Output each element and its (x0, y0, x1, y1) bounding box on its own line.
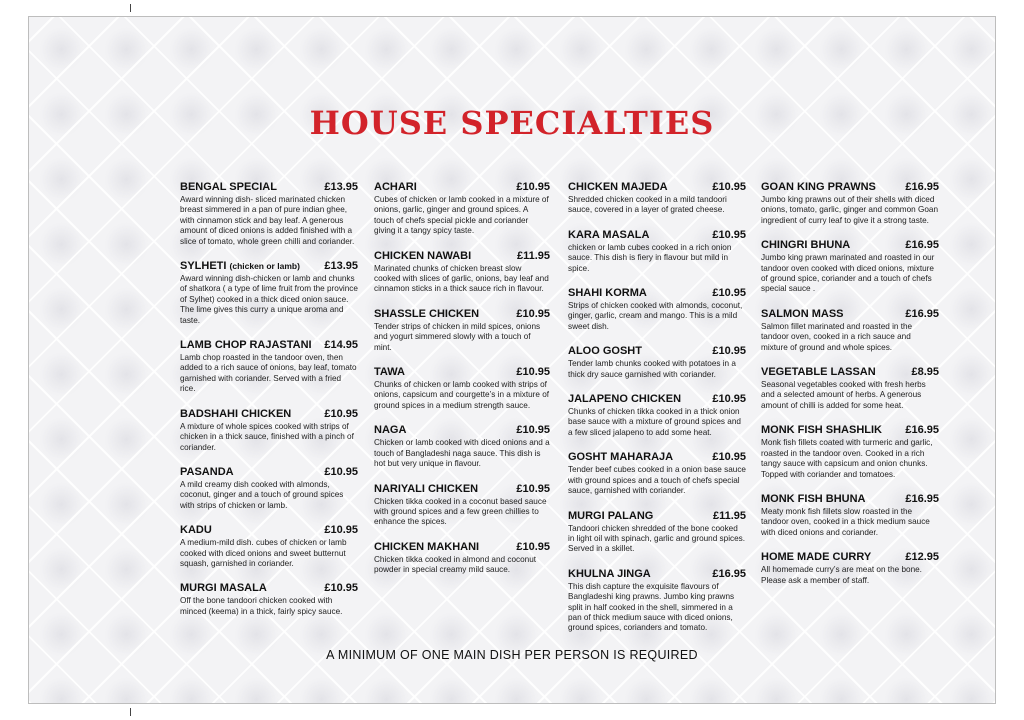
dish-description: chicken or lamb cubes cooked in a rich onion sauce. This dish is fiery in flavour but mild in spice. (568, 242, 732, 273)
menu-item-header (180, 408, 358, 421)
menu-column-3 (568, 181, 746, 647)
menu-item-header (180, 524, 358, 537)
dish-description: Cubes of chicken or lamb cooked in a mixture of onions, garlic, ginger and ground spices. A touch of chefs special pickle and coriander giving it a tangy spicy taste. (374, 195, 549, 236)
menu-item-header (374, 181, 550, 194)
dish-price: £10.95 (324, 524, 358, 537)
menu-item (761, 366, 939, 411)
menu-item (180, 582, 358, 617)
dish-name: GOAN KING PRAWNS (761, 181, 876, 193)
menu-item-header (180, 582, 358, 595)
dish-price: £11.95 (516, 249, 550, 262)
menu-item-header (374, 424, 550, 437)
dish-title (568, 345, 642, 358)
dish-name: KARA MASALA (568, 228, 650, 241)
dish-price: £10.95 (516, 366, 550, 379)
dish-price: £10.95 (712, 393, 746, 406)
dish-price: £12.95 (905, 551, 939, 564)
menu-item-header (568, 393, 746, 406)
dish-subtitle: (chicken or lamb) (229, 261, 300, 272)
menu-column-1 (180, 181, 358, 630)
menu-item-header (374, 308, 550, 321)
dish-price: £10.95 (712, 228, 746, 241)
dish-title (568, 451, 673, 464)
footer-notice: A MINIMUM OF ONE MAIN DISH PER PERSON IS REQUIRED (326, 648, 698, 662)
dish-description: Tandoori chicken shredded of the bone cooked in light oil with spinach, garlic and ground spices. Served in a skillet. (568, 523, 746, 554)
dish-name: CHICKEN MAJEDA (568, 181, 668, 193)
dish-price: £16.95 (905, 492, 939, 505)
menu-item (374, 308, 550, 353)
menu-item (761, 181, 939, 226)
dish-name: BENGAL SPECIAL (180, 181, 277, 193)
menu-column-4 (761, 181, 939, 599)
dish-description: Jumbo king prawns out of their shells with diced onions, tomato, garlic, ginger and common Goan ingredient of curry leaf to give it a strong taste. (761, 195, 939, 225)
menu-item-header (568, 451, 746, 464)
dish-name: JALAPENO CHICKEN (568, 393, 682, 406)
dish-price: £16.95 (905, 181, 939, 193)
menu-item-header (761, 493, 939, 506)
dish-name: SALMON MASS (761, 307, 844, 320)
dish-price: £10.95 (516, 307, 550, 320)
dish-title (568, 229, 649, 242)
dish-description: All homemade curry’s are meat on the bone. Please ask a member of staff. (761, 565, 922, 585)
menu-item (180, 524, 358, 569)
menu-item-header (568, 510, 746, 523)
dish-description: Chicken tikka cooked in a coconut based sauce with ground spices and a few green chillies to enhance the spices. (374, 496, 547, 527)
dish-price: £10.95 (516, 424, 550, 437)
menu-item (374, 366, 550, 411)
menu-item (568, 393, 746, 438)
dish-title (568, 568, 651, 581)
menu-item-header (761, 239, 939, 252)
dish-title (761, 308, 844, 321)
dish-name: MONK FISH BHUNA (761, 492, 866, 505)
dish-name: CHINGRI BHUNA (761, 239, 851, 252)
dish-title (180, 260, 300, 273)
dish-description: Meaty monk fish fillets slow roasted in the tandoor oven, cooked in a thick medium sauce with diced onions and coriander. (761, 506, 930, 537)
dish-price: £14.95 (324, 339, 358, 352)
dish-description: Jumbo king prawn marinated and roasted in our tandoor oven cooked with diced onions, mixture of ground spice, coriander and a touch of chefs special sauce . (761, 253, 935, 294)
dish-name: CHICKEN NAWABI (374, 249, 472, 262)
menu-item (568, 568, 746, 634)
menu-item (180, 339, 358, 395)
dish-description: Tender beef cubes cooked in a onion base sauce with ground spices and a touch of chefs special sauce, garnished with coriander. (568, 465, 746, 496)
menu-item-header (180, 181, 358, 194)
menu-item-header (374, 250, 550, 263)
dish-price: £11.95 (712, 509, 746, 522)
dish-title (568, 393, 681, 406)
menu-item-header (761, 366, 939, 379)
dish-title (374, 424, 406, 437)
dish-description: A mild creamy dish cooked with almonds, coconut, ginger and a touch of ground spices with strips of chicken or lamb. (180, 479, 344, 510)
dish-title (180, 582, 267, 595)
dish-title (374, 250, 471, 263)
menu-item (761, 493, 939, 538)
dish-title (374, 308, 479, 321)
dish-name: MURGI PALANG (568, 509, 654, 522)
menu-item-header (761, 551, 939, 564)
dish-price: £10.95 (516, 482, 550, 495)
menu-item (180, 466, 358, 511)
dish-title (180, 466, 234, 479)
dish-description: Chunks of chicken tikka cooked in a thick onion base sauce with a mixture of ground spices and a few sliced jalapeno to add some heat. (568, 407, 741, 437)
dish-name: BADSHAHI CHICKEN (180, 407, 292, 420)
dish-name: MONK FISH SHASHLIK (761, 424, 882, 437)
dish-price: £10.95 (516, 540, 550, 553)
menu-item-header (568, 287, 746, 300)
dish-title (761, 493, 866, 506)
menu-item (374, 181, 550, 237)
dish-name: CHICKEN MAKHANI (374, 540, 480, 553)
dish-description: This dish capture the exquisite flavours of Bangladeshi king prawns. Jumbo king prawns split in half cooked in the shell, simmered in a pan of thick medium sauce with diced onions, ground spices, corianders and tomato. (568, 581, 735, 633)
dish-name: KHULNA JINGA (568, 567, 651, 580)
dish-name: VEGETABLE LASSAN (761, 366, 876, 379)
dish-title (568, 287, 647, 300)
dish-price: £16.95 (712, 567, 746, 580)
dish-description: Seasonal vegetables cooked with fresh herbs and a selected amount of herbs. A generous amount of chilli is added for some heat. (761, 380, 926, 410)
menu-item (180, 181, 358, 247)
dish-name: GOSHT MAHARAJA (568, 451, 674, 464)
menu-item-header (568, 181, 746, 194)
menu-item-header (761, 181, 939, 194)
dish-price: £16.95 (905, 424, 939, 437)
dish-price: £10.95 (712, 287, 746, 300)
dish-name: NAGA (374, 424, 407, 437)
dish-title (180, 181, 277, 194)
dish-title (374, 366, 405, 379)
menu-item (374, 250, 550, 295)
page-title: HOUSE SPECIALTIES (309, 104, 715, 142)
dish-title (568, 510, 653, 523)
menu-item (180, 260, 358, 326)
dish-name: SYLHETI (180, 260, 227, 273)
menu-item (374, 483, 550, 528)
menu-item-header (374, 541, 550, 554)
menu-item-header (761, 308, 939, 321)
menu-item-header (180, 260, 358, 273)
dish-description: Off the bone tandoori chicken cooked with minced (keema) in a thick, fairly spicy sauce. (180, 596, 343, 616)
menu-item-header (761, 424, 939, 437)
dish-name: SHASSLE CHICKEN (374, 307, 480, 320)
dish-title (180, 524, 212, 537)
dish-price: £10.95 (324, 465, 358, 478)
dish-name: ACHARI (374, 181, 417, 193)
dish-description: Chicken tikka cooked in almond and coconut powder in special creamy mild sauce. (374, 554, 537, 575)
dish-description: Chunks of chicken or lamb cooked with strips of onions, capsicum and courgette’s in a mixture of ground spices in a medium strength sauce. (374, 380, 550, 410)
dish-name: HOME MADE CURRY (761, 551, 872, 564)
dish-price: £13.95 (324, 260, 358, 273)
dish-description: Salmon fillet marinated and roasted in the tandoor oven, cooked in a rich sauce and mixture of ground and whole spices. (761, 321, 913, 352)
menu-item (761, 308, 939, 353)
menu-item (761, 424, 939, 480)
dish-description: Chicken or lamb cooked with diced onions and a touch of Bangladeshi naga sauce. This dish is hot but very unique in flavour. (374, 438, 550, 469)
dish-description: Marinated chunks of chicken breast slow cooked with slices of garlic, onions, bay leaf and cinnamon sticks in a thick sauce rich in flavour. (374, 263, 549, 294)
dish-price: £13.95 (324, 181, 358, 193)
menu-column-2 (374, 181, 550, 589)
menu-item (374, 541, 550, 576)
crop-mark-bottom (130, 708, 131, 716)
dish-description: A mixture of whole spices cooked with strips of chicken in a thick sauce, finished with a pinch of coriander. (180, 421, 354, 452)
dish-description: A medium-mild dish. cubes of chicken or lamb cooked with diced onions and sweet butternut squash, garnished in coriander. (180, 538, 347, 568)
dish-price: £16.95 (905, 307, 939, 320)
dish-title (180, 339, 312, 352)
dish-name: PASANDA (180, 465, 234, 478)
dish-price: £10.95 (324, 582, 358, 595)
menu-item (568, 451, 746, 496)
menu-item (568, 510, 746, 555)
dish-name: LAMB CHOP RAJASTANI (180, 339, 312, 352)
dish-description: Monk fish fillets coated with turmeric and garlic, roasted in the tandoor oven. Cooked in a rich tangy sauce with capsicum and onion chunks. Topped with coriander and tomatoes. (761, 438, 933, 479)
dish-description: Tender strips of chicken in mild spices, onions and yogurt simmered slowly with a touch of mint. (374, 321, 541, 352)
dish-title (761, 366, 876, 379)
menu-item (761, 551, 939, 586)
menu-item-header (568, 568, 746, 581)
menu-item-header (568, 345, 746, 358)
dish-description: Award winning dish- sliced marinated chicken breast simmered in a pan of pure indian ghee, with cinnamon stick and bay leaf. A generous amount of diced onions is added finished with a slice of tomato, whole green chilli and coriander. (180, 195, 355, 246)
menu-item-header (180, 466, 358, 479)
dish-title (761, 424, 882, 437)
menu-item-header (568, 229, 746, 242)
dish-price: £10.95 (712, 345, 746, 358)
dish-name: KADU (180, 524, 212, 537)
dish-price: £10.95 (516, 181, 550, 193)
dish-title (374, 181, 417, 194)
dish-title (374, 541, 479, 554)
dish-title (761, 551, 871, 564)
dish-price: £10.95 (712, 451, 746, 464)
dish-description: Lamb chop roasted in the tandoor oven, then added to a rich sauce of onions, bay leaf, tomato garnished with coriander. Served with a fried rice. (180, 353, 357, 394)
menu-item (374, 424, 550, 469)
dish-title (568, 181, 668, 194)
menu-item (568, 287, 746, 332)
dish-price: £10.95 (712, 181, 746, 193)
dish-description: Tender lamb chunks cooked with potatoes in a thick dry sauce garnished with coriander. (568, 359, 736, 379)
menu-item (568, 181, 746, 216)
menu-item (568, 345, 746, 380)
dish-title (374, 483, 478, 496)
dish-title (180, 408, 291, 421)
dish-description: Award winning dish-chicken or lamb and chunks of shatkora ( a type of lime fruit from the province of Sylhet) cooked in a thick diced onion sauce. The lime gives this curry a unique aroma and taste. (180, 274, 358, 325)
menu-item-header (374, 366, 550, 379)
menu-item-header (374, 483, 550, 496)
dish-title (761, 181, 876, 194)
menu-item (761, 239, 939, 295)
dish-name: TAWA (374, 366, 405, 379)
dish-name: ALOO GOSHT (568, 345, 642, 358)
dish-description: Strips of chicken cooked with almonds, coconut, ginger, garlic, cream and mango. This is a mild sweet dish. (568, 301, 743, 331)
dish-price: £16.95 (905, 239, 939, 252)
dish-price: £8.95 (911, 366, 939, 379)
dish-description: Shredded chicken cooked in a mild tandoori sauce, covered in a layer of grated cheese. (568, 195, 727, 215)
dish-title (761, 239, 850, 252)
dish-price: £10.95 (324, 407, 358, 420)
menu-item-header (180, 339, 358, 352)
dish-name: SHAHI KORMA (568, 287, 647, 300)
dish-name: MURGI MASALA (180, 582, 267, 595)
menu-item (568, 229, 746, 274)
dish-name: NARIYALI CHICKEN (374, 482, 479, 495)
crop-mark-top (130, 4, 131, 12)
menu-item (180, 408, 358, 453)
